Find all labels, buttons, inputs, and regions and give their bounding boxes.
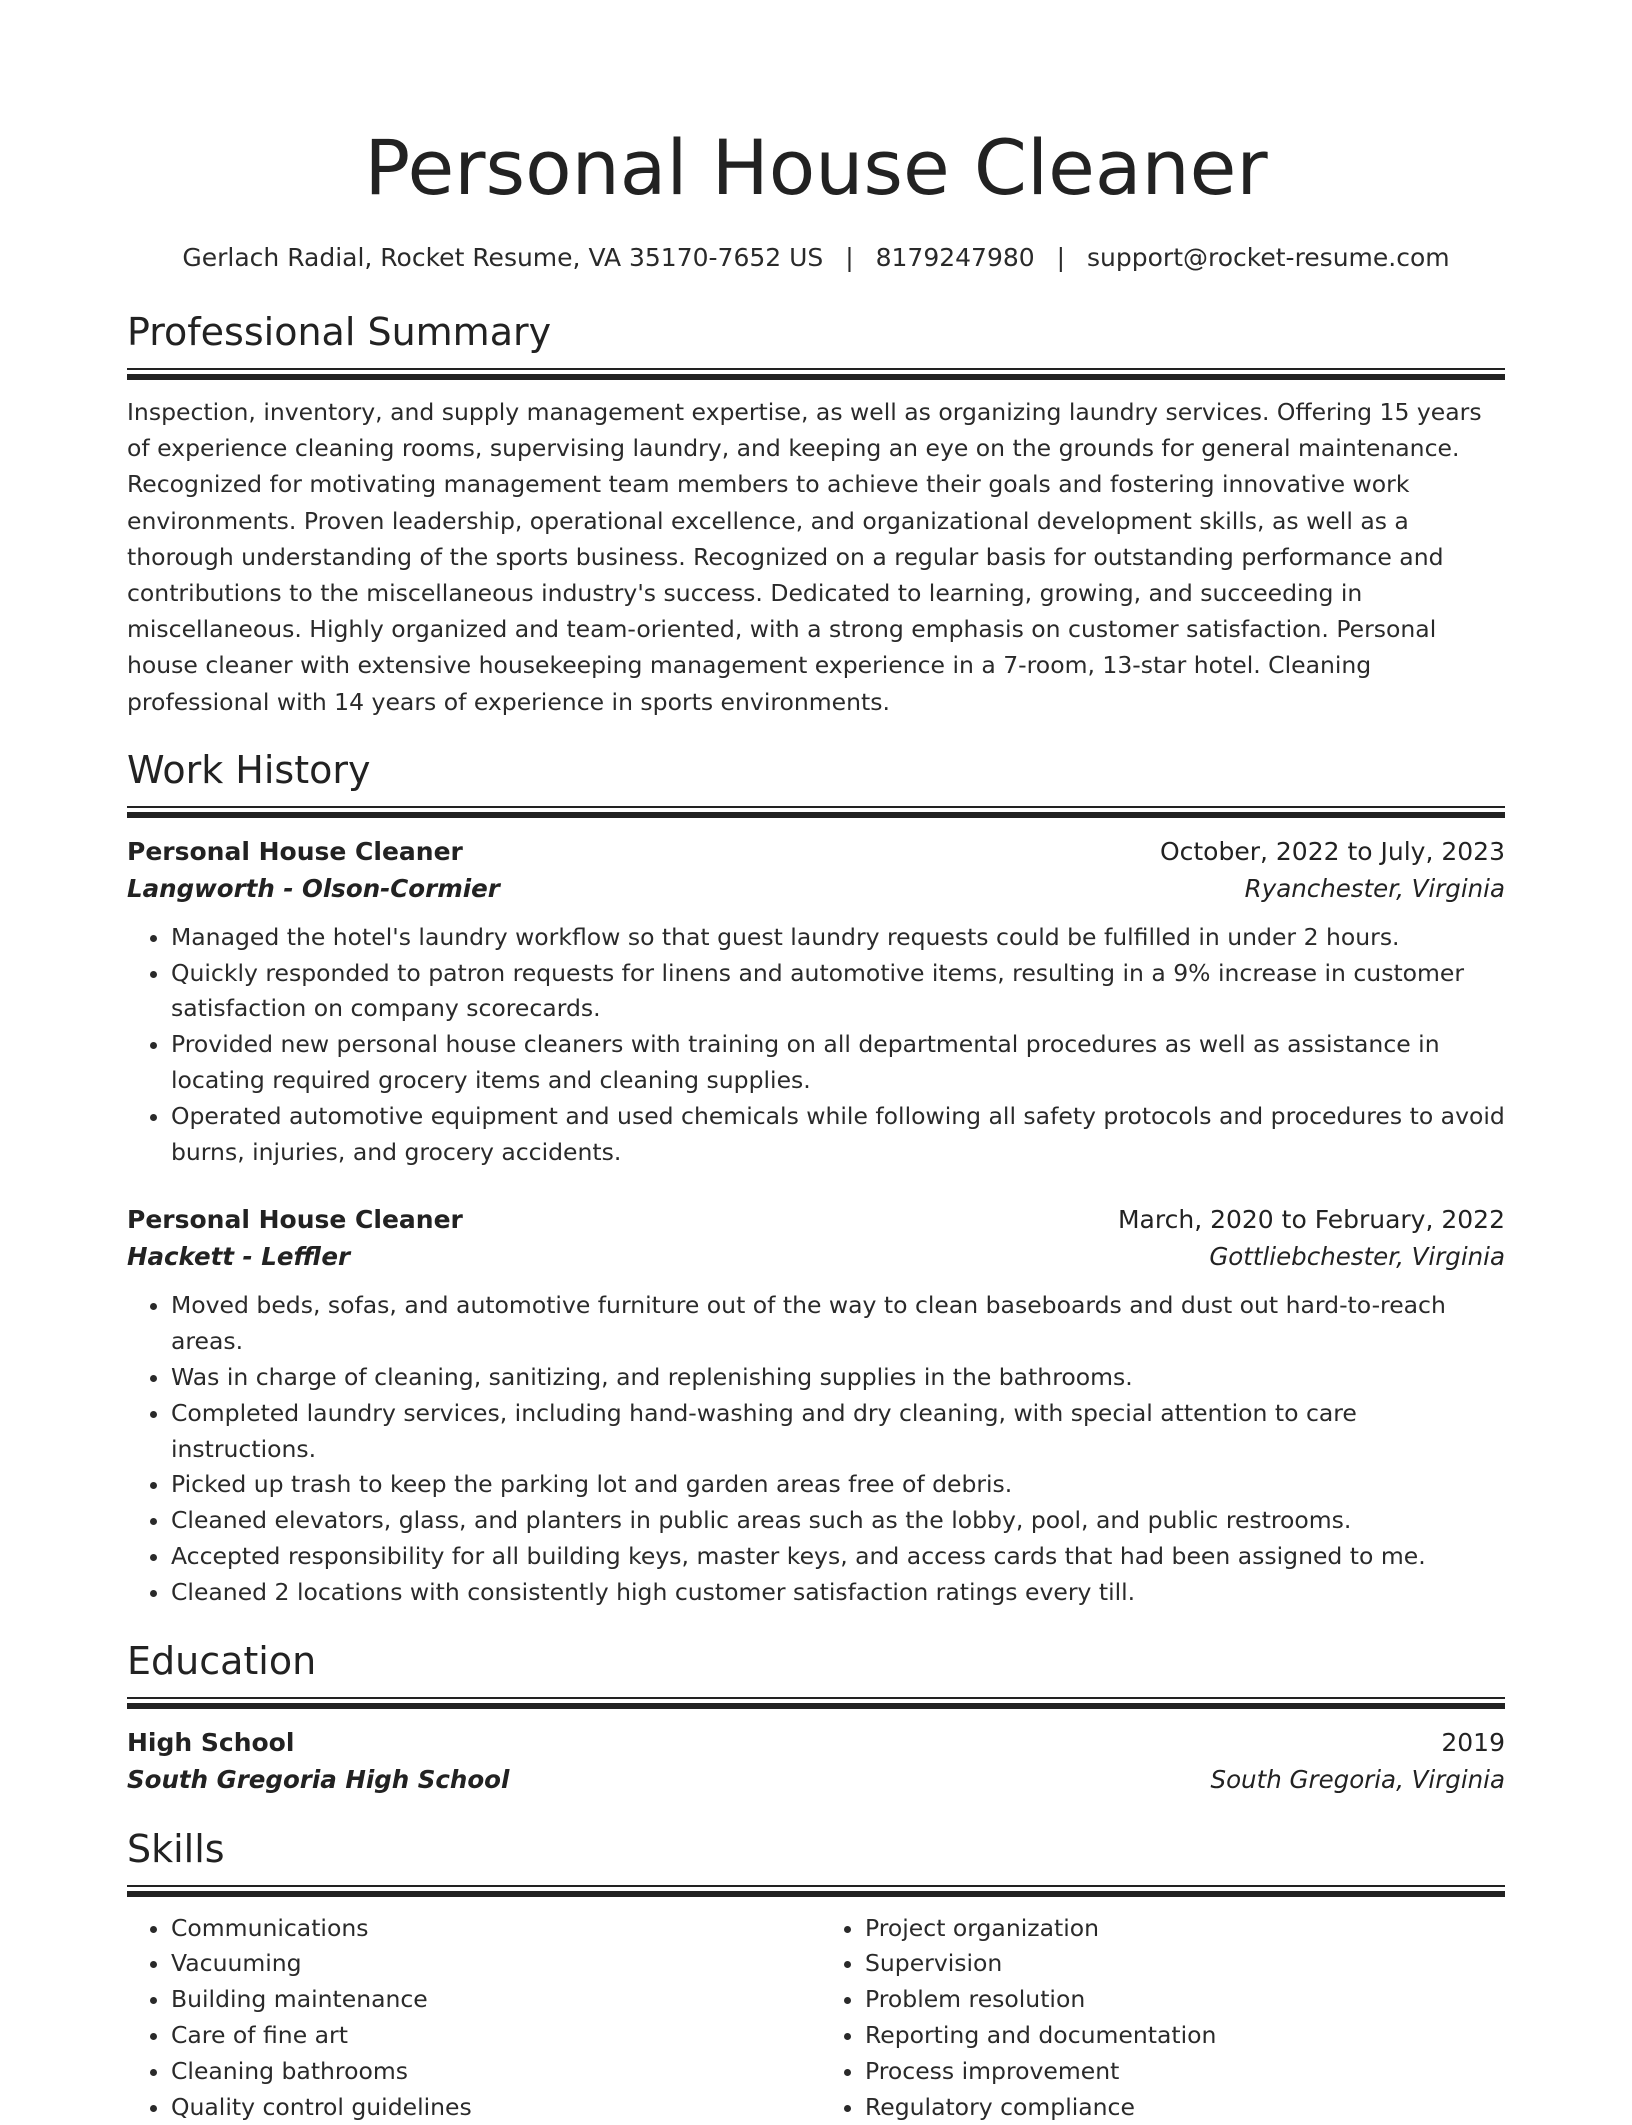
job-dates: March, 2020 to February, 2022 [1117, 1205, 1505, 1235]
skill-item: • Building maintenance [171, 1982, 816, 2018]
section-title: Work History [127, 747, 371, 792]
list-item: • Quickly responded to patron requests for linens and automotive items, resulting in a 9% increase in customer satisfaction on company scorecards. [171, 956, 1505, 1028]
job-location: Ryanchester, Virginia [1244, 873, 1505, 903]
section-divider [127, 368, 1505, 370]
resume-name: Personal House Cleaner [364, 123, 1268, 212]
education-section [127, 1637, 1505, 1799]
job-bullets [127, 920, 1505, 1171]
section-title: Skills [127, 1826, 225, 1871]
section-divider [127, 1697, 1505, 1699]
skills-column-right [816, 1911, 1505, 2125]
job-company: Hackett - Leffler [127, 1242, 351, 1272]
summary-section [127, 308, 1505, 720]
list-item: • Cleaned elevators, glass, and planters in public areas such as the lobby, pool, and public restrooms. [171, 1503, 1505, 1539]
section-divider [127, 1891, 1505, 1897]
skills-section [127, 1825, 1505, 2125]
contact-phone: 8179247980 [875, 243, 1035, 272]
list-item: • Accepted responsibility for all building keys, master keys, and access cards that had been assigned to me. [171, 1539, 1505, 1575]
skill-item: • Care of fine art [171, 2018, 816, 2054]
education-year: 2019 [1441, 1727, 1505, 1757]
skill-item: • Project organization [865, 1911, 1505, 1947]
education-degree: High School [127, 1727, 295, 1757]
work-history-section [127, 746, 1505, 1611]
contact-line [127, 242, 1505, 274]
skill-item: • Communications [171, 1911, 816, 1947]
skill-item: • Supervision [865, 1946, 1505, 1982]
section-divider [127, 812, 1505, 818]
skill-item: • Reporting and documentation [865, 2018, 1505, 2054]
skills-column-left [127, 1911, 816, 2125]
list-item: • Completed laundry services, including hand-washing and dry cleaning, with special attention to care instructions. [171, 1396, 1505, 1468]
section-divider [127, 806, 1505, 808]
skill-item: • Problem resolution [865, 1982, 1505, 2018]
list-item: • Picked up trash to keep the parking lot and garden areas free of debris. [171, 1467, 1505, 1503]
skill-item: • Regulatory compliance [865, 2090, 1505, 2125]
job-location: Gottliebchester, Virginia [1209, 1242, 1505, 1272]
education-location: South Gregoria, Virginia [1210, 1764, 1505, 1794]
section-divider [127, 374, 1505, 380]
job-entry [127, 834, 1505, 1171]
list-item: • Provided new personal house cleaners with training on all departmental procedures as well as assistance in locating required grocery items and cleaning supplies. [171, 1027, 1505, 1099]
job-dates: October, 2022 to July, 2023 [1159, 836, 1505, 866]
contact-email: support@rocket-resume.com [1087, 243, 1450, 272]
list-item: • Operated automotive equipment and used chemicals while following all safety protocols and procedures to avoid burns, injuries, and grocery accidents. [171, 1099, 1505, 1171]
skill-item: • Vacuuming [171, 1946, 816, 1982]
job-bullets [127, 1288, 1505, 1610]
skill-item: • Process improvement [865, 2054, 1505, 2090]
job-title: Personal House Cleaner [127, 1205, 463, 1235]
section-divider [127, 1703, 1505, 1709]
education-entry [127, 1725, 1505, 1799]
job-title: Personal House Cleaner [127, 836, 463, 866]
skill-item: • Cleaning bathrooms [171, 2054, 816, 2090]
contact-separator: | [845, 243, 854, 272]
list-item: • Managed the hotel's laundry workflow so that guest laundry requests could be fulfilled in under 2 hours. [171, 920, 1505, 956]
education-school: South Gregoria High School [127, 1764, 510, 1794]
skills-list [127, 1911, 1505, 2125]
list-item: • Cleaned 2 locations with consistently high customer satisfaction ratings every till. [171, 1575, 1505, 1611]
section-title: Education [127, 1638, 317, 1683]
section-title: Professional Summary [127, 310, 552, 354]
section-divider [127, 1885, 1505, 1887]
summary-text: Inspection, inventory, and supply management expertise, as well as organizing laundry services. Offering 15 years of experience cleaning rooms, supervising laundry, and keeping an eye on the grounds for general maintenance. Recognized for motivating management team members to achieve their goals and fostering innovative work environments. Proven leadership, operational excellence, and organizational development skills, as well as a thorough understanding of the sports business. Recognized on a regular basis for outstanding performance and contributions to the miscellaneous industry's success. Dedicated to learning, growing, and succeeding in miscellaneous. Highly organized and team-oriented, with a strong emphasis on customer satisfaction. Personal house cleaner with extensive housekeeping management experience in a 7-room, 13-star hotel. Cleaning professional with 14 years of experience in sports environments. [127, 398, 1482, 716]
skill-item: • Quality control guidelines [171, 2090, 816, 2125]
list-item: • Moved beds, sofas, and automotive furniture out of the way to clean baseboards and dust out hard-to-reach areas. [171, 1288, 1505, 1360]
contact-address: Gerlach Radial, Rocket Resume, VA 35170-7652 US [182, 243, 824, 272]
contact-separator: | [1056, 243, 1066, 272]
job-company: Langworth - Olson-Cormier [127, 873, 500, 903]
list-item: • Was in charge of cleaning, sanitizing, and replenishing supplies in the bathrooms. [171, 1360, 1505, 1396]
job-entry [127, 1202, 1505, 1610]
